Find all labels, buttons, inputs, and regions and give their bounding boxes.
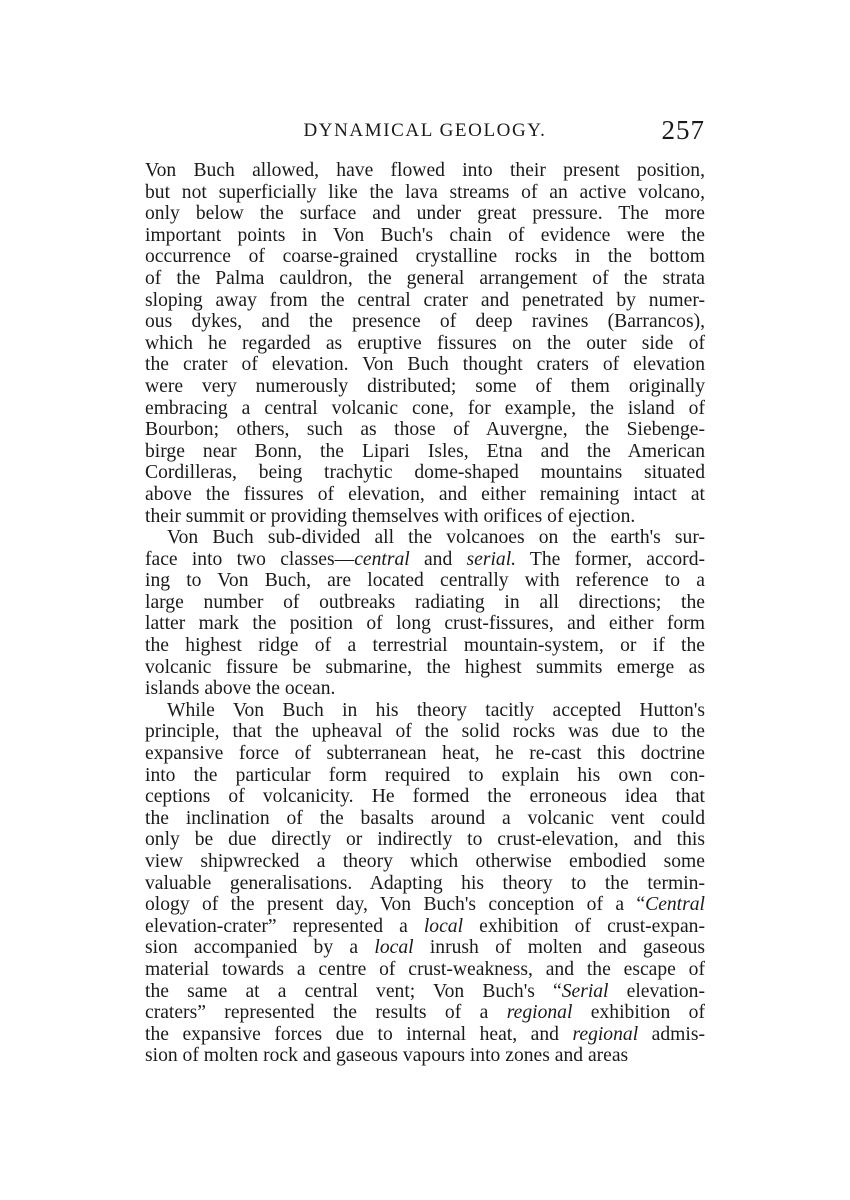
text-line: the crater of elevation. Von Buch thought craters of elevation — [145, 354, 705, 376]
text-line: the expansive forces due to internal heat, and regional admis- — [145, 1023, 705, 1045]
text-line: important points in Von Buch's chain of evidence were the — [145, 224, 705, 246]
page-number: 257 — [661, 115, 705, 145]
text-line: Bourbon; others, such as those of Auvergne, the Siebenge- — [145, 419, 705, 441]
text-line: volcanic fissure be submarine, the highest summits emerge as — [145, 656, 705, 678]
italic-term: Central — [645, 894, 705, 916]
italic-term: serial. — [466, 548, 517, 570]
text-line: sion of molten rock and gaseous vapours into zones and areas — [145, 1045, 629, 1067]
text-line: valuable generalisations. Adapting his theory to the termin- — [145, 872, 705, 894]
text-line: the highest ridge of a terrestrial mountain-system, or if the — [145, 635, 705, 657]
text-line: face into two classes—central and serial. The former, accord- — [145, 548, 706, 570]
text-line: expansive force of subterranean heat, he re-cast this doctrine — [145, 743, 705, 765]
text-line: islands above the ocean. — [145, 678, 336, 700]
text-line: but not superficially like the lava streams of an active volcano, — [145, 181, 705, 203]
text-line: sion accompanied by a local inrush of molten and gaseous — [145, 937, 706, 959]
text-line: ing to Von Buch, are located centrally with reference to a — [145, 570, 705, 592]
text-line: the inclination of the basalts around a volcanic vent could — [145, 807, 705, 829]
text-line: elevation-crater” represented a local exhibition of crust-expan- — [145, 915, 705, 937]
text-line: ology of the present day, Von Buch's conception of a “Central — [145, 894, 705, 916]
running-head — [145, 115, 705, 148]
running-title: DYNAMICAL GEOLOGY. — [303, 120, 547, 141]
text-line: ceptions of volcanicity. He formed the erroneous idea that — [145, 786, 705, 808]
text-line: only be due directly or indirectly to crust-elevation, and this — [145, 829, 705, 851]
text-line: occurrence of coarse-grained crystalline rocks in the bottom — [145, 246, 705, 268]
text-line: latter mark the position of long crust-fissures, and either form — [145, 613, 705, 635]
italic-term: regional — [572, 1023, 639, 1045]
text-line: only below the surface and under great pressure. The more — [145, 203, 705, 225]
text-line: view shipwrecked a theory which otherwise embodied some — [145, 851, 705, 872]
paragraph — [145, 527, 705, 700]
text-line: Von Buch sub-divided all the volcanoes on the earth's sur- — [167, 527, 705, 549]
text-line: of the Palma cauldron, the general arrangement of the strata — [145, 267, 705, 289]
text-line: principle, that the upheaval of the solid rocks was due to the — [145, 721, 705, 743]
italic-term: central — [354, 548, 410, 570]
text-line: ous dykes, and the presence of deep ravines (Barrancos), — [145, 311, 705, 333]
text-line: embracing a central volcanic cone, for example, the island of — [145, 397, 705, 419]
text-line: into the particular form required to explain his own con- — [145, 764, 705, 786]
italic-term: regional — [506, 1002, 573, 1024]
text-line: Cordilleras, being trachytic dome-shaped mountains situated — [145, 462, 705, 484]
text-line: birge near Bonn, the Lipari Isles, Etna and the American — [145, 440, 705, 462]
text-line: sloping away from the central crater and penetrated by numer- — [145, 289, 705, 311]
italic-term: Serial — [561, 980, 609, 1002]
text-line: material towards a centre of crust-weakness, and the escape of — [145, 958, 705, 980]
text-line: While Von Buch in his theory tacitly accepted Hutton's — [167, 699, 705, 721]
italic-term: local — [423, 915, 464, 937]
text-line: craters” represented the results of a regional exhibition of — [145, 1002, 705, 1024]
italic-term: local — [374, 937, 414, 959]
body-text — [145, 160, 705, 1067]
paragraph — [145, 700, 705, 1067]
text-line: above the fissures of elevation, and either remaining intact at — [145, 483, 705, 505]
text-line: were very numerously distributed; some of them originally — [145, 375, 705, 397]
text-line: their summit or providing themselves with orifices of ejection. — [145, 505, 636, 527]
text-line: the same at a central vent; Von Buch's “Serial elevation- — [145, 980, 705, 1002]
text-line: Von Buch allowed, have flowed into their present position, — [145, 160, 705, 181]
text-line: which he regarded as eruptive fissures on the outer side of — [145, 332, 705, 354]
paragraph — [145, 160, 705, 527]
text-line: large number of outbreaks radiating in all directions; the — [145, 591, 705, 613]
